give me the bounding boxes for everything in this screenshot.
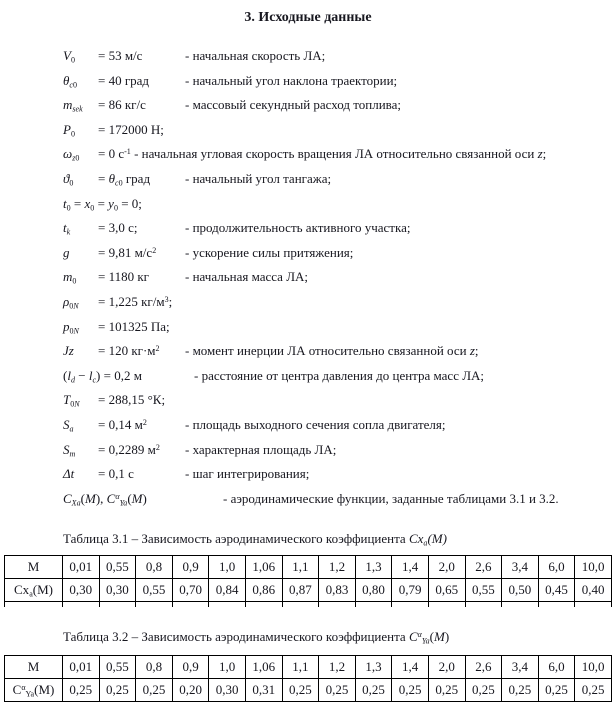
value-cell: 1,06 bbox=[245, 556, 282, 579]
param-symbol: $S_a$ bbox=[63, 416, 74, 434]
value-cell: 0,84 bbox=[209, 579, 246, 602]
param-description: - площадь выходного сечения сопла двигателя; bbox=[185, 416, 446, 432]
value-cell bbox=[502, 602, 539, 608]
value-cell bbox=[428, 602, 465, 608]
param-row bbox=[63, 241, 616, 266]
value-cell: 0,55 bbox=[99, 556, 136, 579]
param-description: - начальная масса ЛА; bbox=[185, 269, 309, 285]
value-cell: 0,70 bbox=[172, 579, 209, 602]
value-cell: 1,06 bbox=[245, 656, 282, 679]
value-cell: 1,2 bbox=[319, 656, 356, 679]
param-value: = 1,225 $кг/м^3$; bbox=[98, 293, 173, 309]
table-cya bbox=[4, 655, 612, 702]
param-symbol: $\omega_{z0}$ bbox=[63, 146, 80, 163]
parameter-list bbox=[63, 44, 616, 511]
param-symbol: $t_k$ bbox=[63, 220, 71, 237]
value-cell: 0,8 bbox=[136, 656, 173, 679]
value-cell: 0,01 bbox=[63, 556, 100, 579]
table-row bbox=[5, 602, 612, 608]
param-row bbox=[63, 413, 616, 438]
value-cell: 0,50 bbox=[502, 579, 539, 602]
param-value: = 1180 кг bbox=[98, 269, 149, 285]
value-cell: 6,0 bbox=[538, 656, 575, 679]
value-cell: 10,0 bbox=[575, 556, 612, 579]
param-symbol: $m_0$ bbox=[63, 269, 77, 286]
value-cell: 1,4 bbox=[392, 556, 429, 579]
value-cell: 0,25 bbox=[63, 679, 100, 702]
value-cell: 0,25 bbox=[538, 679, 575, 702]
param-row bbox=[63, 167, 616, 192]
value-cell bbox=[245, 602, 282, 608]
row-label-cell: М bbox=[5, 656, 63, 679]
table-cxa bbox=[4, 555, 612, 607]
param-value: = 3,0 с; bbox=[98, 220, 138, 236]
value-cell bbox=[63, 602, 100, 608]
value-cell: 0,25 bbox=[282, 679, 319, 702]
value-cell: 0,01 bbox=[63, 656, 100, 679]
param-value: = 0,14 $м^2$ bbox=[98, 416, 147, 432]
value-cell bbox=[209, 602, 246, 608]
table-row bbox=[5, 679, 612, 702]
param-value: = 9,81 $м/с^2$ bbox=[98, 244, 157, 260]
value-cell: 0,80 bbox=[355, 579, 392, 602]
value-cell: 0,83 bbox=[319, 579, 356, 602]
param-value: = 172000 Н; bbox=[98, 121, 164, 137]
param-symbol: $(l_d - l_c) = 0,2$ м bbox=[63, 367, 142, 385]
value-cell: 0,55 bbox=[99, 656, 136, 679]
param-row bbox=[63, 388, 616, 413]
value-cell: 10,0 bbox=[575, 656, 612, 679]
param-row bbox=[63, 487, 616, 512]
param-row bbox=[63, 142, 616, 167]
value-cell: 1,3 bbox=[355, 656, 392, 679]
value-cell: 0,25 bbox=[465, 679, 502, 702]
value-cell: 2,0 bbox=[428, 656, 465, 679]
param-value: = 0,2289 $м^2$ bbox=[98, 441, 160, 457]
param-symbol: Jz bbox=[63, 343, 74, 359]
param-symbol: $P_0$ bbox=[63, 121, 75, 139]
value-cell: 0,40 bbox=[575, 579, 612, 602]
page-title: 3. Исходные данные bbox=[244, 10, 372, 25]
param-row bbox=[63, 118, 616, 143]
param-value: = 86 кг/с bbox=[98, 97, 146, 113]
table-row bbox=[5, 556, 612, 579]
value-cell: 0,30 bbox=[99, 579, 136, 602]
param-description: - момент инерции ЛА относительно связанной оси z; bbox=[185, 343, 479, 359]
value-cell: 0,45 bbox=[538, 579, 575, 602]
value-cell: 0,30 bbox=[63, 579, 100, 602]
param-symbol: $ϑ_0$ bbox=[63, 170, 74, 188]
param-row bbox=[63, 192, 616, 217]
value-cell: 0,25 bbox=[428, 679, 465, 702]
param-description: - ускорение силы притяжения; bbox=[185, 244, 354, 260]
value-cell bbox=[575, 602, 612, 608]
value-cell: 1,1 bbox=[282, 656, 319, 679]
value-cell bbox=[172, 602, 209, 608]
param-row bbox=[63, 364, 616, 389]
value-cell: 0,25 bbox=[502, 679, 539, 702]
param-description: - начальный угол наклона траектории; bbox=[185, 72, 398, 88]
value-cell: 0,65 bbox=[428, 579, 465, 602]
param-row bbox=[63, 44, 616, 69]
value-cell: 0,25 bbox=[392, 679, 429, 702]
value-cell: 1,0 bbox=[209, 556, 246, 579]
param-value: = 53 м/с bbox=[98, 48, 143, 63]
param-symbol: $p_{0N}$ bbox=[63, 318, 79, 335]
value-cell: 0,31 bbox=[245, 679, 282, 702]
param-description: - аэродинамические функции, заданные таблицами 3.1 и 3.2. bbox=[223, 490, 559, 506]
value-cell: 0,87 bbox=[282, 579, 319, 602]
value-cell: 1,2 bbox=[319, 556, 356, 579]
value-cell: 1,1 bbox=[282, 556, 319, 579]
param-value: = $\theta_{c0}$ град bbox=[98, 170, 151, 188]
param-row bbox=[63, 339, 616, 364]
param-symbol: $S_m$ bbox=[63, 441, 76, 458]
value-cell: 0,25 bbox=[355, 679, 392, 702]
value-cell: 3,4 bbox=[502, 556, 539, 579]
row-label-cell bbox=[5, 602, 63, 608]
value-cell: 6,0 bbox=[538, 556, 575, 579]
value-cell bbox=[355, 602, 392, 608]
value-cell bbox=[538, 602, 575, 608]
value-cell: 0,25 bbox=[575, 679, 612, 702]
value-cell bbox=[282, 602, 319, 608]
value-cell: 1,3 bbox=[355, 556, 392, 579]
param-description: - характерная площадь ЛА; bbox=[185, 441, 337, 457]
param-value: = 120 $кг\cdot м^2$ bbox=[98, 343, 160, 359]
param-value: = 288,15 °К; bbox=[98, 392, 166, 408]
table-row bbox=[5, 656, 612, 679]
param-description: - массовый секундный расход топлива; bbox=[185, 97, 402, 113]
value-cell: 1,0 bbox=[209, 656, 246, 679]
param-row bbox=[63, 69, 616, 94]
param-description: - начальный угол тангажа; bbox=[185, 170, 332, 186]
value-cell: 0,25 bbox=[136, 679, 173, 702]
param-row bbox=[63, 438, 616, 463]
value-cell bbox=[136, 602, 173, 608]
value-cell: 2,0 bbox=[428, 556, 465, 579]
param-description: - шаг интегрирования; bbox=[185, 466, 310, 482]
value-cell: 0,55 bbox=[136, 579, 173, 602]
value-cell: 3,4 bbox=[502, 656, 539, 679]
value-cell bbox=[465, 602, 502, 608]
value-cell: 0,20 bbox=[172, 679, 209, 702]
value-cell bbox=[392, 602, 429, 608]
value-cell bbox=[99, 602, 136, 608]
param-row bbox=[63, 216, 616, 241]
param-value: = 101325 Па; bbox=[98, 318, 170, 334]
param-row bbox=[63, 265, 616, 290]
param-row bbox=[63, 290, 616, 315]
value-cell: 1,4 bbox=[392, 656, 429, 679]
value-cell: 0,25 bbox=[99, 679, 136, 702]
value-cell bbox=[319, 602, 356, 608]
param-symbol: g bbox=[63, 244, 70, 260]
param-value: = 0,1 с bbox=[98, 466, 134, 482]
param-symbol: $t_0 = x_0 = y_0 = 0$; bbox=[63, 195, 142, 212]
value-cell: 2,6 bbox=[465, 556, 502, 579]
param-symbol: $T_{0N}$ bbox=[63, 392, 80, 409]
value-cell: 2,6 bbox=[465, 656, 502, 679]
value-cell: 0,25 bbox=[319, 679, 356, 702]
param-description: - расстояние от центра давления до центра масс ЛА; bbox=[194, 367, 485, 383]
value-cell: 0,79 bbox=[392, 579, 429, 602]
table-row bbox=[5, 579, 612, 602]
value-cell: 0,55 bbox=[465, 579, 502, 602]
value-cell: 0,30 bbox=[209, 679, 246, 702]
param-value: = 0 $с^{-1}$ - начальная угловая скорость вращения ЛА относительно связанной оси z; bbox=[98, 146, 547, 162]
param-row bbox=[63, 315, 616, 340]
table2-caption: Таблица 3.2 – Зависимость аэродинамического коэффициента $C^\alpha_{Ya}(M)$ bbox=[63, 629, 450, 646]
param-symbol: $\theta_{c0}$ bbox=[63, 72, 77, 89]
row-label-cell: $Cx_a(М)$ bbox=[5, 579, 63, 602]
row-label-cell: $C^\alpha_{Ya}(М)$ bbox=[5, 679, 63, 702]
param-description: - продолжительность активного участка; bbox=[185, 220, 411, 236]
row-label-cell: М bbox=[5, 556, 63, 579]
param-description: - начальная скорость ЛА; bbox=[185, 48, 326, 63]
value-cell: 0,8 bbox=[136, 556, 173, 579]
param-symbol: $C_{Xa}(M)$, $C^\alpha_{Ya}(M)$ bbox=[63, 490, 147, 508]
param-symbol: $V_0$ bbox=[63, 48, 75, 65]
table1-caption: Таблица 3.1 – Зависимость аэродинамического коэффициента $Cx_a(M)$ bbox=[63, 531, 447, 548]
param-symbol: $m_{sek}$ bbox=[63, 97, 83, 114]
param-row bbox=[63, 462, 616, 487]
param-row bbox=[63, 93, 616, 118]
value-cell: 0,9 bbox=[172, 556, 209, 579]
value-cell: 0,9 bbox=[172, 656, 209, 679]
param-value: = 40 град bbox=[98, 72, 150, 88]
value-cell: 0,86 bbox=[245, 579, 282, 602]
param-symbol: $\rho_{0N}$ bbox=[63, 293, 79, 311]
param-symbol: Δt bbox=[63, 466, 75, 482]
